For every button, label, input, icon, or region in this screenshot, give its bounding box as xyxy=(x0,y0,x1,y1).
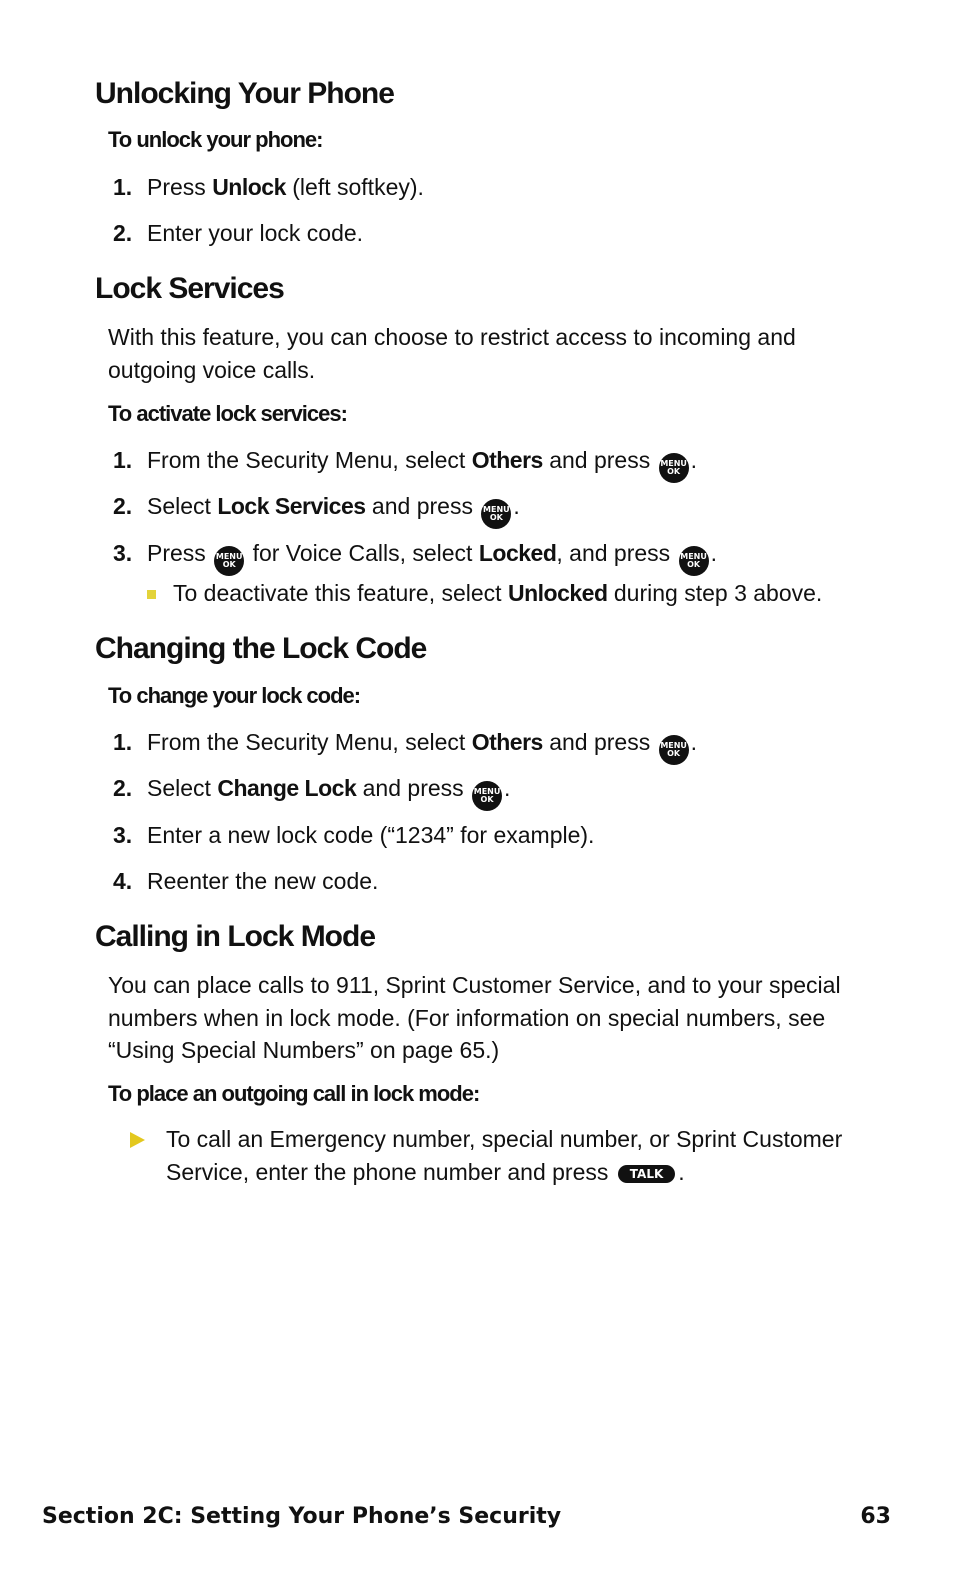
step-number: 3. xyxy=(113,540,133,566)
step-text: Press Unlock (left softkey). xyxy=(147,174,424,200)
step-number: 1. xyxy=(113,729,133,755)
heading-calling-lock-mode: Calling in Lock Mode xyxy=(95,920,376,953)
subheading-activate: To activate lock services: xyxy=(108,401,347,426)
menu-ok-key-icon: MENU OK xyxy=(679,546,709,576)
step-text: Enter a new lock code (“1234” for example). xyxy=(147,822,595,848)
lock-step-3 xyxy=(113,537,893,569)
subheading-change: To change your lock code: xyxy=(108,683,361,708)
others-term: Others xyxy=(471,447,543,473)
step-number: 1. xyxy=(113,174,133,200)
step-text: Reenter the new code. xyxy=(147,868,379,894)
step-number: 4. xyxy=(113,868,133,894)
heading-lock-services: Lock Services xyxy=(95,272,284,305)
item-text: To call an Emergency number, special number, or Sprint Customer Service, enter the phone number and press TALK . xyxy=(166,1126,843,1185)
change-step-1 xyxy=(113,726,893,758)
subheading-outgoing-call: To place an outgoing call in lock mode: xyxy=(108,1081,480,1106)
menu-ok-key-icon: MENU OK xyxy=(472,781,502,811)
lock-services-intro: With this feature, you can choose to restrict access to incoming and outgoing voice calls. xyxy=(108,324,796,383)
step-text: Select Change Lock and press MENU OK . xyxy=(147,772,510,811)
step-number: 1. xyxy=(113,447,133,473)
unlock-step-2 xyxy=(113,217,893,249)
menu-ok-key-icon: MENU OK xyxy=(214,546,244,576)
heading-changing-lock-code: Changing the Lock Code xyxy=(95,632,427,665)
footer-section-title: Section 2C: Setting Your Phone’s Security xyxy=(42,1504,562,1529)
lock-services-term: Lock Services xyxy=(217,493,366,519)
page-number: 63 xyxy=(860,1504,891,1529)
bullet-text: To deactivate this feature, select Unlocked during step 3 above. xyxy=(173,580,823,606)
unlock-step-1 xyxy=(113,171,893,203)
step-number: 2. xyxy=(113,220,133,246)
step-text: From the Security Menu, select Others and press MENU OK . xyxy=(147,726,697,765)
talk-key-icon: TALK xyxy=(618,1165,676,1183)
step-text: From the Security Menu, select Others and press MENU OK . xyxy=(147,444,697,483)
subheading-unlock: To unlock your phone: xyxy=(108,127,323,152)
arrow-bullet-icon xyxy=(130,1132,145,1148)
others-term: Others xyxy=(471,729,543,755)
unlocked-term: Unlocked xyxy=(507,580,608,606)
menu-ok-key-icon: MENU OK xyxy=(481,499,511,529)
square-bullet-icon xyxy=(147,590,156,599)
calling-intro: You can place calls to 911, Sprint Customer Service, and to your special numbers when in lock mode. (For information on special numbers, see “Using Special Numbers” on page 65.) xyxy=(108,972,841,1063)
lock-step-1 xyxy=(113,444,893,476)
step-number: 2. xyxy=(113,493,133,519)
change-step-4 xyxy=(113,865,893,897)
step-text: Press MENU OK for Voice Calls, select Locked, and press MENU OK . xyxy=(147,537,717,576)
step-text: Select Lock Services and press MENU OK . xyxy=(147,490,520,529)
menu-ok-key-icon: MENU OK xyxy=(659,735,689,765)
step-number: 3. xyxy=(113,822,133,848)
lock-step-2 xyxy=(113,490,893,522)
menu-ok-key-icon: MENU OK xyxy=(659,453,689,483)
step-number: 2. xyxy=(113,775,133,801)
change-lock-term: Change Lock xyxy=(217,775,357,801)
step-text: Enter your lock code. xyxy=(147,220,364,246)
change-step-3 xyxy=(113,819,893,851)
change-step-2 xyxy=(113,772,893,804)
heading-unlocking: Unlocking Your Phone xyxy=(95,77,394,110)
locked-term: Locked xyxy=(478,540,557,566)
unlock-term: Unlock xyxy=(212,174,286,200)
